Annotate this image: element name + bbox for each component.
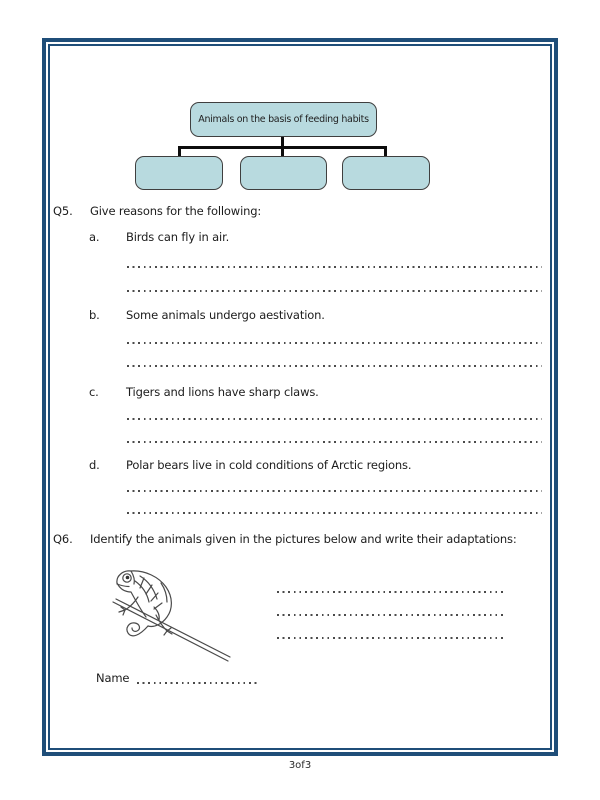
q5-item-letter: a.	[89, 230, 100, 244]
answer-line	[127, 441, 542, 443]
answer-line	[127, 418, 542, 420]
q5-item-text: Tigers and lions have sharp claws.	[126, 385, 319, 399]
answer-line	[127, 266, 542, 268]
page-number: 3of3	[288, 760, 312, 771]
chameleon-image	[104, 563, 236, 667]
name-line	[137, 682, 257, 684]
q6-prompt: Identify the animals given in the pictures below and write their adaptations:	[90, 532, 517, 546]
answer-line	[127, 365, 542, 367]
answer-line	[277, 637, 503, 639]
answer-line	[277, 591, 503, 593]
q5-item-text: Some animals undergo aestivation.	[126, 308, 325, 322]
q6-number: Q6.	[53, 532, 73, 546]
q5-item-text: Birds can fly in air.	[126, 230, 230, 244]
answer-line	[277, 614, 503, 616]
answer-line	[127, 512, 542, 514]
answer-line	[127, 290, 542, 292]
q5-prompt: Give reasons for the following:	[90, 204, 262, 218]
branch-line	[116, 599, 230, 657]
flowchart-root-box	[190, 102, 377, 137]
flowchart-child-box-2	[240, 156, 327, 190]
q5-number: Q5.	[53, 204, 73, 218]
answer-line	[127, 490, 542, 492]
flowchart-child-box-3	[342, 156, 430, 190]
flowchart-child-box-1	[135, 156, 223, 190]
name-label: Name	[96, 671, 130, 685]
answer-line	[127, 342, 542, 344]
flowchart-root-label: Animals on the basis of feeding habits	[198, 114, 369, 125]
q5-item-text: Polar bears live in cold conditions of Arctic regions.	[126, 458, 412, 472]
q5-item-letter: d.	[89, 458, 100, 472]
q5-item-letter: b.	[89, 308, 100, 322]
q5-item-letter: c.	[89, 385, 99, 399]
